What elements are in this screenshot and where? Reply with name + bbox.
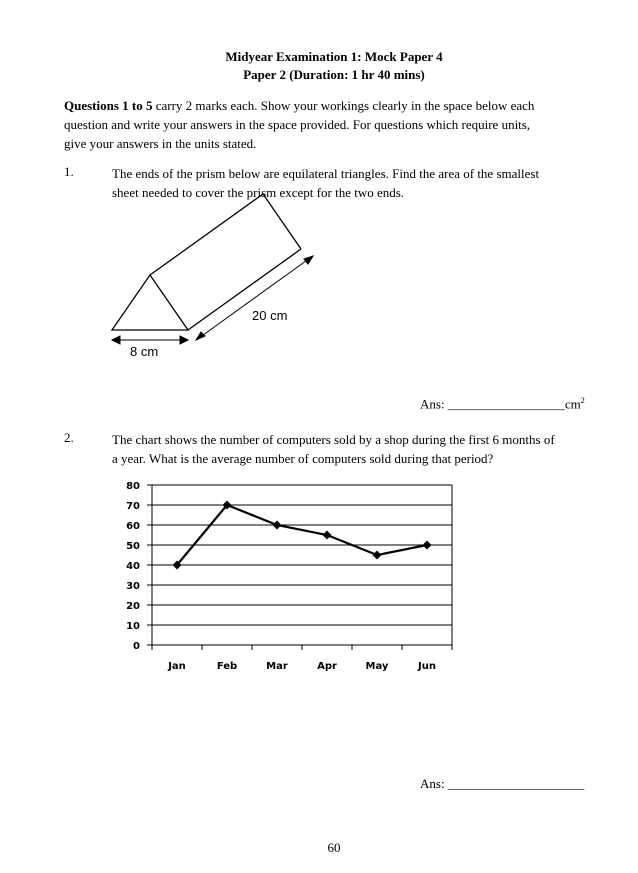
page-number: 60: [327, 840, 341, 855]
question-1-answer-unit: cm: [564, 396, 581, 412]
data-point-mar: [273, 521, 282, 530]
instructions-line-3: give your answers in the units stated.: [64, 136, 257, 151]
y-tick-label-20: 20: [126, 601, 140, 612]
question-2-line-1: The chart shows the number of computers sold by a shop during the first 6 months of: [112, 432, 555, 447]
exam-title: Midyear Examination 1: Mock Paper 4: [225, 49, 443, 64]
question-1-number: 1.: [64, 164, 74, 179]
data-point-jun: [423, 541, 432, 550]
question-2-answer: Ans: _____________________: [420, 776, 585, 791]
chart-series: [173, 501, 432, 570]
y-tick-label-0: 0: [133, 641, 140, 652]
y-tick-label-40: 40: [126, 561, 140, 572]
chart-y-tick-labels: [126, 481, 140, 652]
chart-x-tick-labels: [167, 661, 436, 672]
x-tick-label-feb: Feb: [216, 661, 238, 672]
question-2-number: 2.: [64, 430, 74, 445]
x-tick-label-may: May: [365, 661, 389, 672]
data-point-may: [373, 551, 382, 560]
y-tick-label-10: 10: [126, 621, 140, 632]
question-1-line-1: The ends of the prism below are equilateral triangles. Find the area of the smallest: [112, 166, 540, 181]
side-label: 8 cm: [130, 344, 159, 359]
y-tick-label-70: 70: [126, 501, 140, 512]
x-tick-label-apr: Apr: [317, 661, 337, 672]
question-1-answer-unit-sup: 2: [580, 396, 585, 405]
data-point-apr: [323, 531, 332, 540]
question-2-line-2: a year. What is the average number of computers sold during that period?: [112, 451, 494, 466]
question-1-answer-prefix: Ans: __________________: [420, 396, 565, 412]
x-tick-label-jun: Jun: [418, 661, 436, 672]
instructions-line-1-rest: carry 2 marks each. Show your workings clearly in the space below each: [152, 98, 535, 113]
length-label: 20 cm: [252, 308, 288, 323]
y-tick-label-50: 50: [126, 541, 140, 552]
x-tick-label-jan: Jan: [168, 661, 186, 672]
instructions-line-2: question and write your answers in the space provided. For questions which require units,: [64, 117, 531, 132]
y-tick-label-80: 80: [126, 481, 140, 492]
x-tick-label-mar: Mar: [266, 661, 288, 672]
y-tick-label-30: 30: [126, 581, 140, 592]
series-line: [177, 505, 427, 565]
instructions-bold-lead: Questions 1 to 5: [64, 98, 153, 113]
question-1-line-2: sheet needed to cover the prism except for the two ends.: [112, 185, 405, 200]
y-tick-label-60: 60: [126, 521, 140, 532]
paper-subtitle: Paper 2 (Duration: 1 hr 40 mins): [243, 67, 425, 82]
chart-grid: [147, 485, 452, 650]
